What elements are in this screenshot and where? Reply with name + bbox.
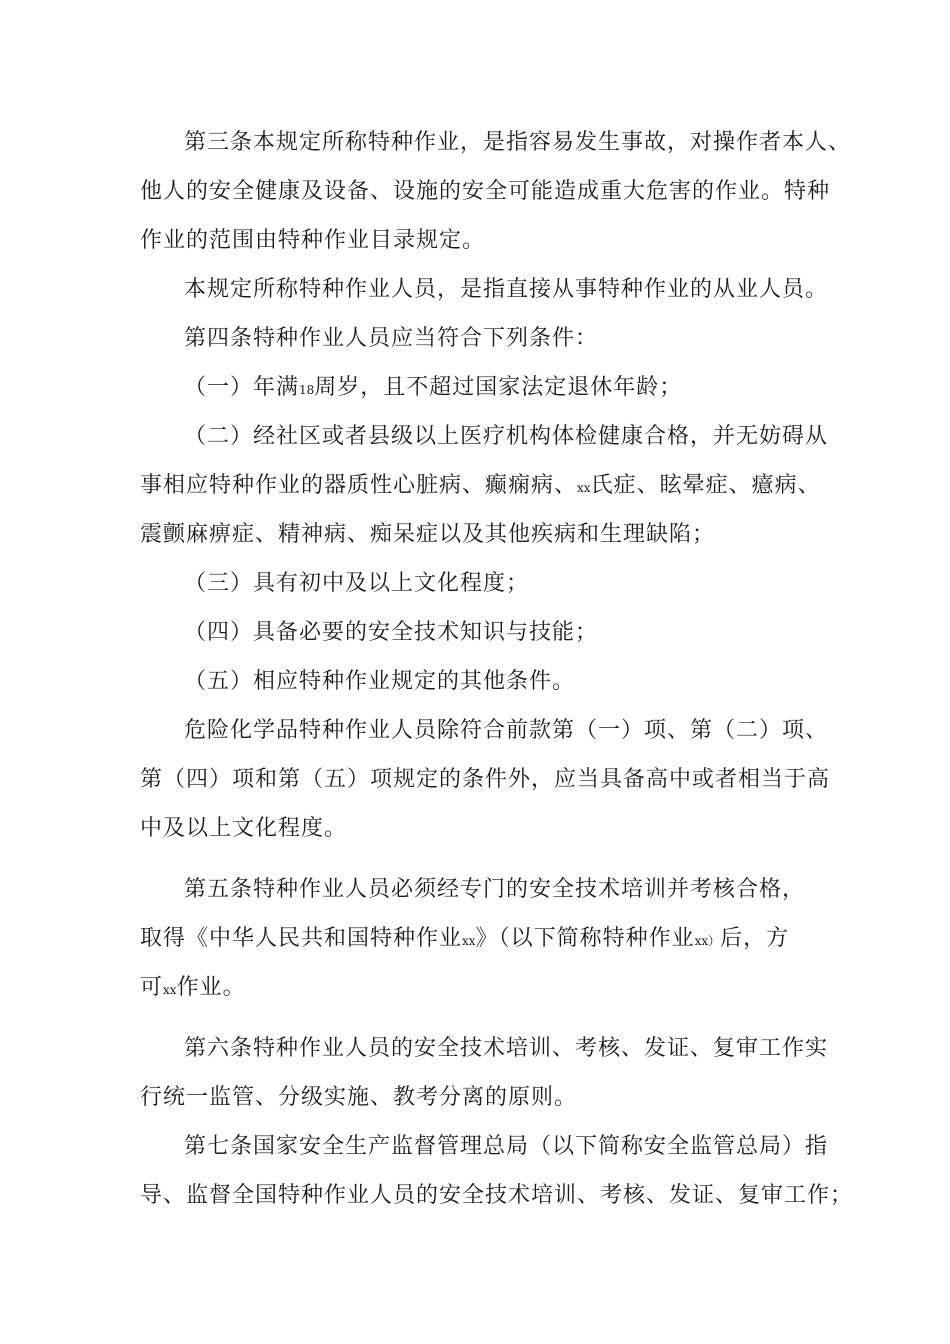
text-segment: xx） [694,934,721,948]
paragraph-line: 第六条特种作业人员的安全技术培训、考核、发证、复审工作实 [184,1036,829,1061]
text-segment: 事相应特种作业的器质性心脏病、癫痫病、 [140,473,578,498]
list-item-line: （二）经社区或者县级以上医疗机构体检健康合格，并无妨碍从 [184,424,829,449]
text-segment: （一）年满 [184,375,300,400]
text-segment: xx [462,934,476,948]
list-item-line [140,363,830,412]
document-body [140,118,854,1220]
list-item-line: （四）具备必要的安全技术知识与技能； [184,620,599,645]
text-segment: 作业。 [176,975,246,1000]
text-segment: 后，方 [720,926,790,951]
list-item-line: 震颤麻痹症、精神病、痴呆症以及其他疾病和生理缺陷； [140,522,716,547]
list-item-line: （三）具有初中及以上文化程度； [184,571,530,596]
text-segment: 》（以下简称特种作业 [475,926,695,951]
paragraph-line: 第五条特种作业人员必须经专门的安全技术培训并考核合格， [184,877,806,902]
text-segment: 取得《中华人民共和国特种作业 [140,926,463,951]
text-segment: xx [163,983,177,997]
paragraph-line: 导、监督全国特种作业人员的安全技术培训、考核、发证、复审工作； [140,1183,854,1208]
text-segment: 18 [299,383,315,397]
paragraph-line: 第三条本规定所称特种作业，是指容易发生事故，对操作者本人、 [184,130,852,155]
paragraph-line: 第四条特种作业人员应当符合下列条件： [184,326,599,351]
paragraph-line: 第（四）项和第（五）项规定的条件外，应当具备高中或者相当于高 [140,767,831,792]
text-segment: 可 [140,975,164,1000]
paragraph-line: 作业的范围由特种作业目录规定。 [140,228,486,253]
paragraph-line: 第七条国家安全生产监督管理总局（以下简称安全监管总局）指 [184,1134,829,1159]
paragraph-line: 中及以上文化程度。 [140,816,348,841]
text-segment: xx [577,481,591,495]
paragraph-line: 他人的安全健康及设备、设施的安全可能造成重大危害的作业。特种 [140,179,831,204]
text-segment: 周岁，且不超过国家法定退休年龄； [314,375,683,400]
paragraph-line [140,914,830,963]
paragraph-line [140,963,830,1012]
paragraph-line: 行统一监管、分级实施、教考分离的原则。 [140,1085,578,1110]
paragraph-line: 危险化学品特种作业人员除符合前款第（一）项、第（二）项、 [184,718,829,743]
text-segment: 氏症、眩晕症、癔病、 [590,473,821,498]
list-item-line [140,461,830,510]
list-item-line: （五）相应特种作业规定的其他条件。 [184,669,576,694]
paragraph-line: 本规定所称特种作业人员，是指直接从事特种作业的从业人员。 [184,277,829,302]
